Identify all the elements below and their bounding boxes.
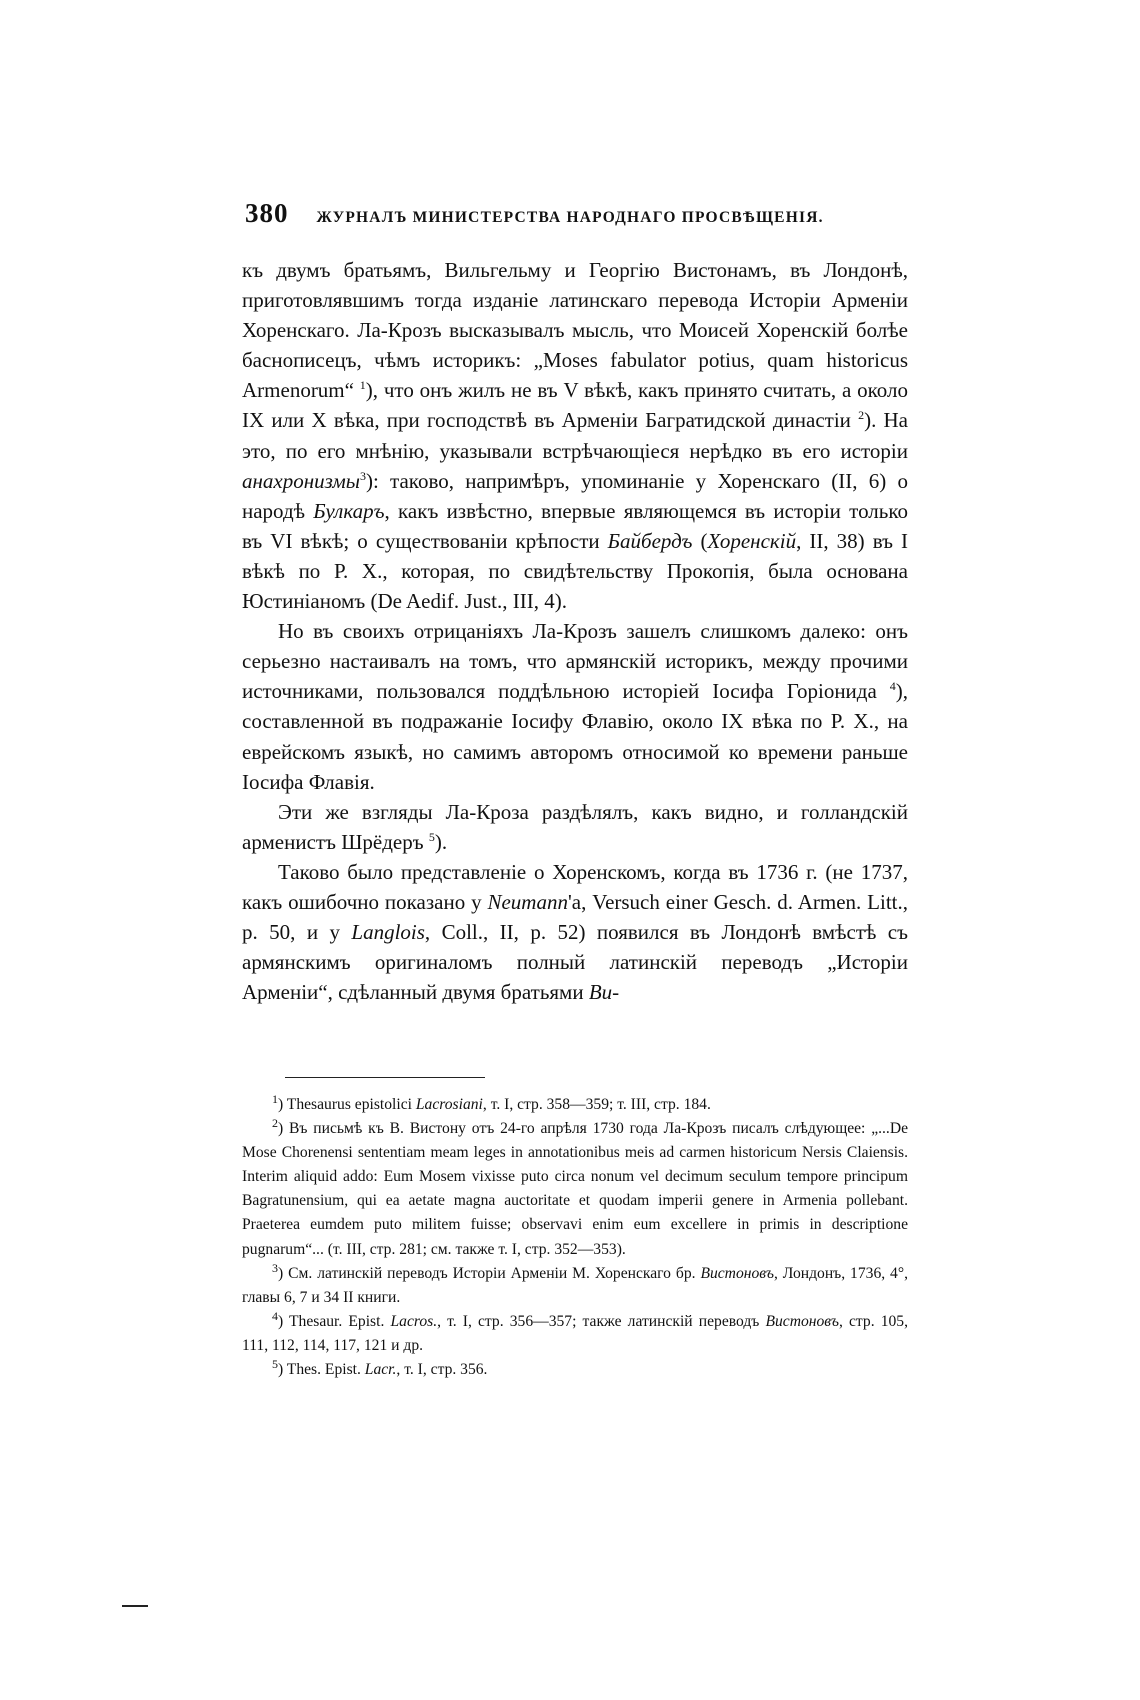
italic-term: Lacrosiani [415, 1096, 483, 1113]
italic-term: Булкаръ [313, 498, 385, 523]
text-run: Но въ своихъ отрицаніяхъ Ла-Крозъ зашелъ слишкомъ далеко: онъ серьезно настаивалъ на томъ, что армянскій историкъ, между прочими источниками, пользовался поддѣльною исторіей Іосифа Горіонида [242, 619, 908, 704]
footnote-mark: 1 [272, 1091, 278, 1106]
text-run: , Лондонъ, 1736, 4°, главы 6, 7 и 34 II книги. [242, 1264, 908, 1306]
journal-title: ЖУРНАЛЪ МИНИСТЕРСТВА НАРОДНАГО ПРОСВѢЩЕНІЯ. [316, 209, 824, 226]
footnote-mark: 4 [272, 1308, 278, 1323]
text-run: Таково было представленіе о Хоренскомъ, когда въ 1736 г. (не 1737, какъ ошибочно показано у [242, 859, 908, 914]
text-run: ( [692, 528, 708, 553]
italic-term: Хоренскій [707, 528, 797, 553]
italic-name: Langlois [351, 920, 425, 945]
footnotes [242, 1093, 908, 1382]
paragraph-3 [242, 797, 908, 857]
text-run: , т. I, стр. 356—357; также латинскій переводъ [437, 1312, 766, 1330]
italic-term: Вистоновъ [765, 1312, 839, 1330]
paragraph-4 [242, 857, 908, 1007]
running-head [245, 198, 905, 229]
paragraph-1 [242, 255, 908, 616]
italic-term: Байбердъ [607, 528, 693, 553]
footnote-mark: 5 [272, 1356, 278, 1371]
footnote-ref-5: 5 [428, 829, 435, 844]
italic-term: Lacr. [364, 1361, 397, 1379]
italic-name: Neumann [487, 889, 568, 914]
footnote-3 [242, 1262, 908, 1310]
italic-term: анахронизмы [242, 468, 360, 493]
paragraph-2 [242, 616, 908, 797]
text-run: къ двумъ братьямъ, Вильгельму и Георгію Вистонамъ, въ Лондонѣ, приготовлявшимъ тогда изданіе латинскаго перевода Исторіи Арменіи Хоренскаго. Ла-Крозъ высказывалъ мысль, что Моисей Хоренскій болѣе баснописецъ, чѣмъ историкъ: „Moses fabulator potius, quam historicus Armenorum“ [242, 258, 908, 403]
text-run: ), составленной въ подражаніе Іосифу Флавію, около IX вѣка по Р. Х., на еврейскомъ языкѣ, но самимъ авторомъ относимой ко времени раньше Іосифа Флавія. [242, 679, 908, 794]
page-number: 380 [245, 198, 289, 228]
main-text [242, 255, 908, 1007]
text-run: ) Thesaur. Epist. [278, 1312, 391, 1330]
footnote-separator [285, 1077, 485, 1078]
text-run: ) Въ письмѣ къ В. Вистону отъ 24-го апрѣля 1730 года Ла-Крозъ писалъ слѣдующее: „...De Mose Chorenensi sententiam meam leges in annotationibus meis ad carmen historicum Nersis Claiensis. Interim aliquid addo: Eum Mosem vixisse puto circa nonum vel decimum seculum tempore principum Bagratunensium, qui ea aetate magna auctoritate et quodam imperii genere in Armenia pollebant. Praeterea eumdem puto militem fuisse; observavi enim eum excellere in primis in descriptione pugnarum“... (т. III, стр. 281; см. также т. I, стр. 352—353). [242, 1120, 908, 1258]
footnote-5 [242, 1358, 908, 1382]
italic-term: Lacros. [390, 1312, 438, 1330]
text-run: ) Thesaurus epistolici [278, 1096, 416, 1113]
text-run: , Coll., II, p. 52) появился въ Лондонѣ вмѣстѣ съ армянскимъ оригиналомъ полный латинскій переводъ „Исторіи Арменіи“, сдѣланный двумя братьями [242, 920, 908, 1005]
text-run: ) Thes. Epist. [278, 1361, 365, 1379]
text-run: ): таково, напримѣръ, упоминаніе у Хоренскаго (II, 6) о народѣ [242, 468, 908, 523]
italic-term: Вистоновъ [700, 1264, 774, 1282]
text-run: ). [434, 829, 448, 854]
italic-name: Ви- [588, 980, 620, 1005]
text-run: ). На это, по его мнѣнію, указывали встрѣчающіеся нерѣдко въ его исторіи [242, 408, 908, 463]
footnote-ref-2: 2 [858, 408, 865, 423]
margin-dash [122, 1605, 148, 1607]
text-run: 'а, Versuch einer Gesch. d. Armen. Litt., p. 50, и у [242, 889, 909, 945]
footnote-ref-4: 4 [889, 679, 896, 694]
text-run: , т. I, стр. 358—359; т. III, стр. 184. [482, 1096, 711, 1113]
footnote-4 [242, 1310, 908, 1358]
text-run: , т. I, стр. 356. [396, 1361, 488, 1379]
text-run: ) См. латинскій переводъ Исторіи Арменіи М. Хоренскаго бр. [278, 1264, 701, 1282]
footnote-2 [242, 1117, 908, 1262]
text-run: Эти же взгляды Ла-Кроза раздѣлялъ, какъ видно, и голландскій арменистъ Шрёдеръ [242, 799, 908, 854]
text-run: , какъ извѣстно, впервые являющемся въ исторіи только въ VI вѣкѣ; о существованіи крѣпости [242, 498, 908, 553]
footnote-mark: 3 [272, 1260, 278, 1275]
footnote-ref-1: 1 [359, 378, 366, 393]
text-run: , стр. 105, 111, 112, 114, 117, 121 и др. [242, 1312, 908, 1354]
footnote-ref-3: 3 [359, 468, 366, 483]
footnote-mark: 2 [272, 1115, 278, 1130]
footnote-1 [242, 1093, 908, 1117]
text-run: ), что онъ жилъ не въ V вѣкѣ, какъ принято считать, а около IX или X вѣка, при господствѣ въ Арменіи Багратидской династіи [242, 378, 908, 433]
text-run: , II, 38) въ I вѣкѣ по Р. Х., которая, по свидѣтельству Прокопія, была основана Юстиніаномъ (De Aedif. Just., III, 4). [242, 528, 908, 614]
